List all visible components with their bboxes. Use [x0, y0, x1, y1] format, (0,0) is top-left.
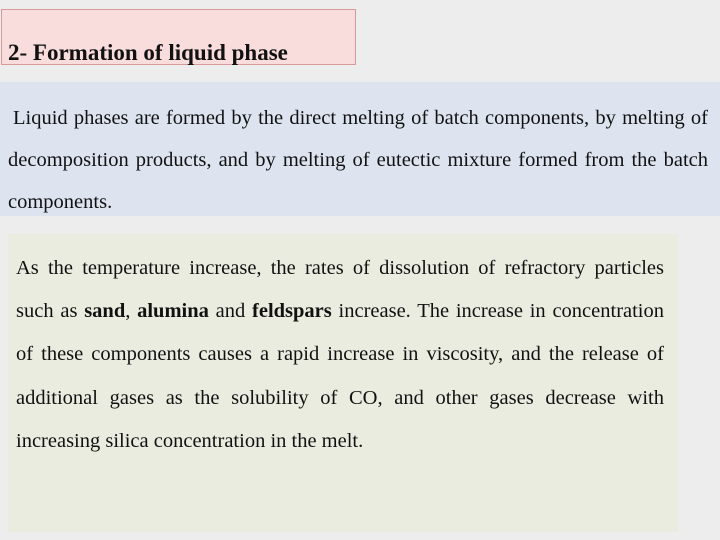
detail-text-part2: increase. The increase in concentration of these components causes a rapid increase in viscosity, and the release of additional gases as the solubility of CO, and other gases decrease with increasing silica concentration in the melt.	[16, 300, 665, 452]
intro-box	[0, 82, 720, 216]
detail-box	[8, 234, 678, 532]
intro-paragraph	[8, 97, 708, 223]
detail-text-part1: As the temperature increase, the rates of dissolution of refractory particles such as	[16, 257, 664, 323]
detail-separator-2: and	[208, 300, 253, 323]
intro-text: Liquid phases are formed by the direct melting of batch components, by melting of decomposition products, and by melting of eutectic mixture formed from the batch components.	[8, 107, 708, 213]
section-title-box	[1, 9, 356, 65]
detail-separator-1: ,	[125, 300, 138, 323]
term-feldspars: feldspars	[252, 300, 332, 323]
term-alumina: alumina	[137, 300, 209, 323]
term-sand: sand	[84, 300, 126, 323]
detail-paragraph	[16, 247, 664, 463]
section-title: 2- Formation of liquid phase	[8, 40, 288, 65]
